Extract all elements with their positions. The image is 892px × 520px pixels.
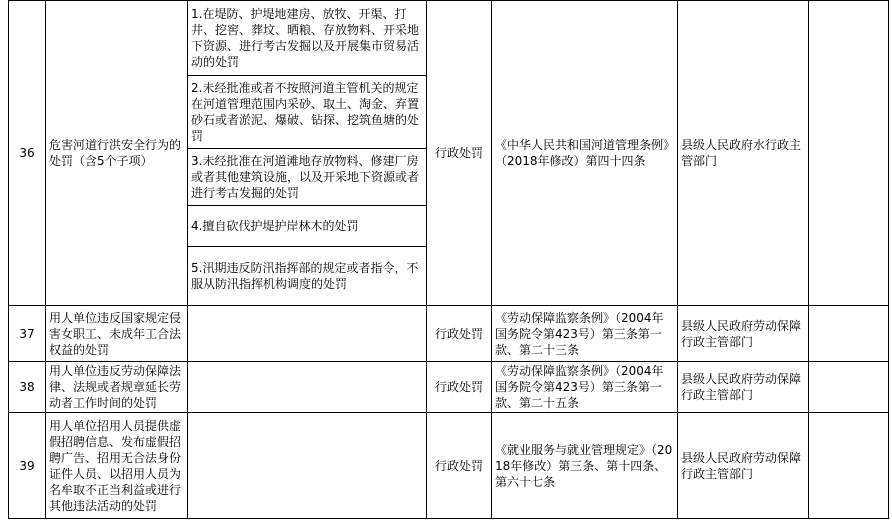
responsible-dept: 县级人民政府水行政主管部门 [678, 1, 809, 306]
note-cell [809, 362, 889, 413]
legal-basis: 《劳动保障监察条例》（2004年国务院令第423号）第三条第一款、第二十三条 [492, 306, 678, 362]
row-number: 38 [9, 362, 46, 413]
power-type: 行政处罚 [427, 362, 492, 413]
power-type: 行政处罚 [427, 1, 492, 306]
table-row-37 [9, 306, 889, 362]
subitem: 3.未经批准在河道滩地存放物料、修建厂房或者其他建筑设施，以及开采地下资源或者进行考古发掘的处罚 [188, 148, 426, 205]
subitem: 4.擅自砍伐护堤护岸林木的处罚 [188, 205, 426, 246]
item-name: 用人单位违反国家规定侵害女职工、未成年工合法权益的处罚 [46, 306, 188, 362]
row-number: 39 [9, 413, 46, 519]
legal-basis: 《中华人民共和国河道管理条例》（2018年修改）第四十四条 [492, 1, 678, 306]
subitem-empty [188, 306, 427, 362]
note-cell [809, 413, 889, 519]
table-row-39 [9, 413, 889, 519]
power-type: 行政处罚 [427, 413, 492, 519]
subitem: 5.汛期违反防汛指挥部的规定或者指令，不服从防汛指挥机构调度的处罚 [191, 260, 419, 291]
item-name: 危害河道行洪安全行为的处罚（含5个子项） [46, 1, 188, 306]
subitem-empty [188, 362, 427, 413]
subitem: 1.在堤防、护堤地建房、放牧、开渠、打井、挖窖、葬坟、晒粮、存放物料、开采地下资源、进行考古发掘以及开展集市贸易活动的处罚 [188, 1, 426, 75]
table-row-38 [9, 362, 889, 413]
responsible-dept: 县级人民政府劳动保障行政主管部门 [678, 413, 809, 519]
subitem-list [188, 1, 427, 306]
responsible-dept: 县级人民政府劳动保障行政主管部门 [678, 362, 809, 413]
note-cell [809, 1, 889, 306]
legal-basis: 《劳动保障监察条例》（2004年国务院令第423号）第三条第一款、第二十五条 [492, 362, 678, 413]
subitem-table [188, 1, 426, 305]
note-cell [809, 306, 889, 362]
subitem: 2.未经批准或者不按照河道主管机关的规定在河道管理范围内采砂、取土、淘金、弃置砂石或者淤泥、爆破、钻探、挖筑鱼塘的处罚 [188, 75, 426, 148]
row-number: 36 [9, 1, 46, 306]
power-list-table [8, 0, 889, 519]
legal-basis: 《就业服务与就业管理规定》（2018年修改）第三条、第十四条、第六十七条 [492, 413, 678, 519]
item-name: 用人单位招用人员提供虚假招聘信息、发布虚假招聘广告、招用无合法身份证件人员、以招用人员为名牟取不正当利益或进行其他违法活动的处罚 [46, 413, 188, 519]
row-number: 37 [9, 306, 46, 362]
item-name: 用人单位违反劳动保障法律、法规或者规章延长劳动者工作时间的处罚 [46, 362, 188, 413]
table-row-36 [9, 1, 889, 306]
responsible-dept: 县级人民政府劳动保障行政主管部门 [678, 306, 809, 362]
power-type: 行政处罚 [427, 306, 492, 362]
subitem-empty [188, 413, 427, 519]
